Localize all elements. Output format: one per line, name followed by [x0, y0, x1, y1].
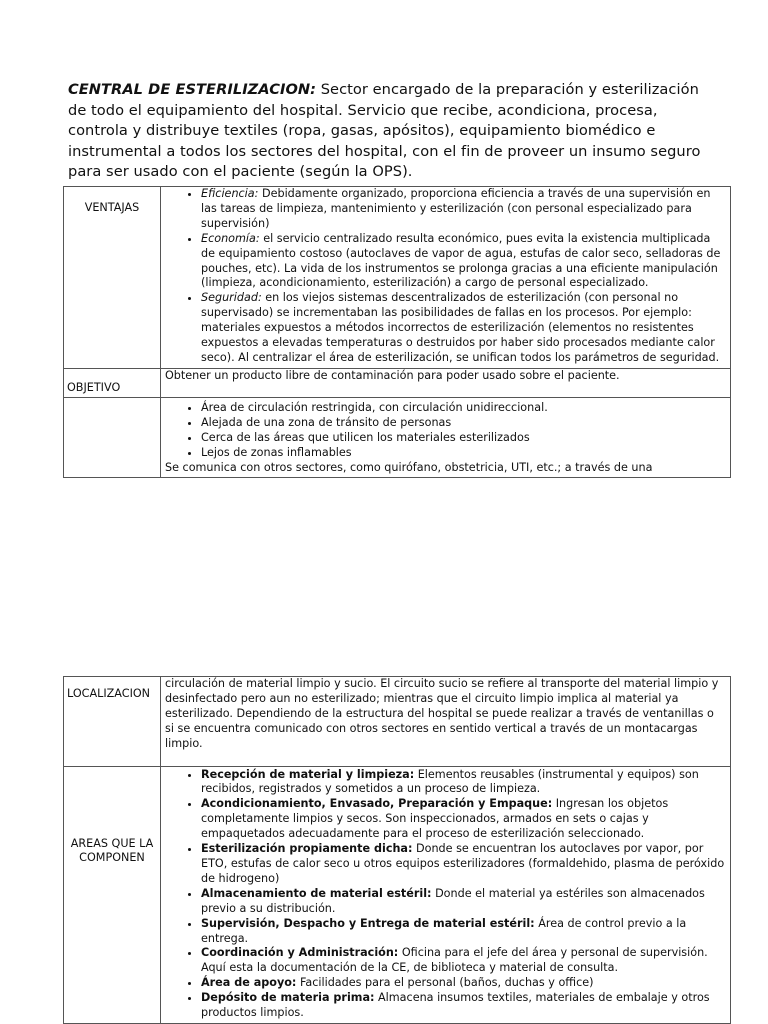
- objetivo-label: OBJETIVO: [67, 380, 121, 394]
- central-table-part-1: [63, 186, 731, 478]
- areas-content-cell: [161, 766, 731, 1023]
- areas-label: AREAS QUE LA COMPONEN: [70, 836, 154, 865]
- objetivo-label-cell: [64, 368, 161, 397]
- localizacion-content-cell-2: [161, 677, 731, 767]
- item-term: Economía:: [201, 231, 260, 245]
- ventajas-content-cell: [161, 187, 731, 369]
- list-item: [201, 291, 726, 366]
- ventajas-list: [165, 187, 726, 366]
- list-item: [201, 887, 726, 917]
- item-text: Ingresan los objetos completamente limpios y secos. Son inspeccionados, armados en sets o cajas y empaquetados adecuadamente para el proceso de esterilización seleccionado.: [201, 797, 669, 841]
- item-text: Elementos reusables (instrumental y equipos) son recibidos, registrados y sometidos a un proceso de limpieza.: [201, 767, 699, 796]
- localizacion-text-2: circulación de material limpio y sucio. El circuito sucio se refiere al transporte del material limpio y desinfectado pero aun no esterilizado; mientras que el circuito limpio implica al material ya esterilizado. Dependiendo de la estructura del hospital se puede realizar a través de ventanillas o si se encuentra comunicado con otros sectores en sentido vertical a través de un montacargas limpio.: [165, 677, 719, 750]
- localizacion-row-part-2: [64, 677, 731, 767]
- item-text: Área de control previo a la entrega.: [201, 916, 687, 945]
- item-text: Almacena insumos textiles, materiales de embalaje y otros productos limpios.: [201, 991, 710, 1020]
- item-term: Depósito de materia prima:: [201, 991, 375, 1005]
- list-item: [201, 917, 726, 947]
- list-item: [201, 946, 726, 976]
- item-text: Oficina para el jefe del área y personal de supervisión. Aquí esta la documentación de la CE, de biblioteca y material de consulta.: [201, 946, 708, 975]
- item-term: Seguridad:: [201, 291, 262, 305]
- list-item: [201, 797, 726, 842]
- list-item: • Área de circulación restringida, con circulación unidireccional.: [201, 401, 726, 416]
- item-text: el servicio centralizado resulta económico, pues evita la existencia multiplicada de equipamiento costoso (autoclaves de vapor de agua, estufas de calor seco, selladoras de pouches, etc). La vida de los instrumentos se prolonga gracias a una eficiente manipulación (limpieza, acondicionamiento, esterilización) a cargo de personal especializado.: [201, 231, 721, 290]
- localizacion-label-cell: [64, 677, 161, 767]
- ventajas-label: VENTAJAS: [84, 201, 140, 214]
- list-item: [201, 232, 726, 292]
- localizacion-list: [165, 401, 726, 461]
- localizacion-row-part-1: [64, 397, 731, 478]
- list-item: • Alejada de una zona de tránsito de personas: [201, 416, 726, 431]
- list-item: [201, 991, 726, 1021]
- list-item: [201, 976, 726, 991]
- ventajas-label-cell: [64, 187, 161, 369]
- ventajas-row: [64, 187, 731, 369]
- item-term: Eficiencia:: [201, 187, 259, 200]
- objetivo-content-cell: [161, 368, 731, 397]
- areas-list: [165, 768, 726, 1021]
- localizacion-text-1: Se comunica con otros sectores, como quirófano, obstetricia, UTI, etc.; a través de una: [165, 460, 653, 474]
- item-text: Debidamente organizado, proporciona eficiencia a través de una supervisión en las tareas de limpieza, mantenimiento y esterilización (con personal especializado para supervisión): [201, 187, 711, 230]
- localizacion-label: LOCALIZACION: [67, 687, 151, 700]
- item-term: Recepción de material y limpieza:: [201, 767, 415, 781]
- item-term: Esterilización propiamente dicha:: [201, 842, 413, 856]
- item-term: Supervisión, Despacho y Entrega de material estéril:: [201, 916, 535, 930]
- objetivo-row: [64, 368, 731, 397]
- localizacion-label-cell-empty: [64, 397, 161, 478]
- item-text: Facilidades para el personal (baños, duchas y office): [296, 976, 594, 990]
- item-text: en los viejos sistemas descentralizados de esterilización (con personal no supervisado) se incrementaban las posibilidades de fallas en los procesos. Por ejemplo: materiales expuestos a métodos incorrectos de esterilización (elementos no resistentes expuestos a elevadas temperaturas o destruidos por haber sido procesados mediante calor seco). Al centralizar el área de esterilización, se unifican todos los parámetros de seguridad.: [201, 291, 720, 364]
- list-item: • Lejos de zonas inflamables: [201, 446, 726, 461]
- list-item: • Cerca de las áreas que utilicen los materiales esterilizados: [201, 431, 726, 446]
- list-item: [201, 842, 726, 887]
- intro-paragraph: [68, 80, 708, 183]
- areas-row: [64, 766, 731, 1023]
- section-heading: CENTRAL DE ESTERILIZACION:: [68, 81, 317, 98]
- areas-label-cell: [64, 766, 161, 1023]
- central-table-part-2: [63, 676, 731, 1024]
- item-term: Coordinación y Administración:: [201, 946, 399, 960]
- objetivo-text: Obtener un producto libre de contaminación para poder usado sobre el paciente.: [165, 368, 620, 382]
- item-term: Almacenamiento de material estéril:: [201, 886, 432, 900]
- list-item: [201, 768, 726, 798]
- item-text: Donde el material ya estériles son almacenados previo a su distribución.: [201, 886, 705, 915]
- list-item: [201, 187, 726, 232]
- item-text: Donde se encuentran los autoclaves por vapor, por ETO, estufas de calor seco u otros equipos esterilizadores (formaldehido, plasma de peróxido de hidrogeno): [201, 842, 725, 885]
- item-term: Acondicionamiento, Envasado, Preparación y Empaque:: [201, 797, 553, 811]
- intro-text: Sector encargado de la preparación y esterilización de todo el equipamiento del hospital. Servicio que recibe, acondiciona, procesa, controla y distribuye textiles (ropa, gasas, apósitos), equipamiento biomédico e instrumental a todos los sectores del hospital, con el fin de proveer un insumo seguro para ser usado con el paciente (según la OPS).: [68, 81, 701, 180]
- localizacion-content-cell: [161, 397, 731, 478]
- item-term: Área de apoyo:: [201, 976, 297, 990]
